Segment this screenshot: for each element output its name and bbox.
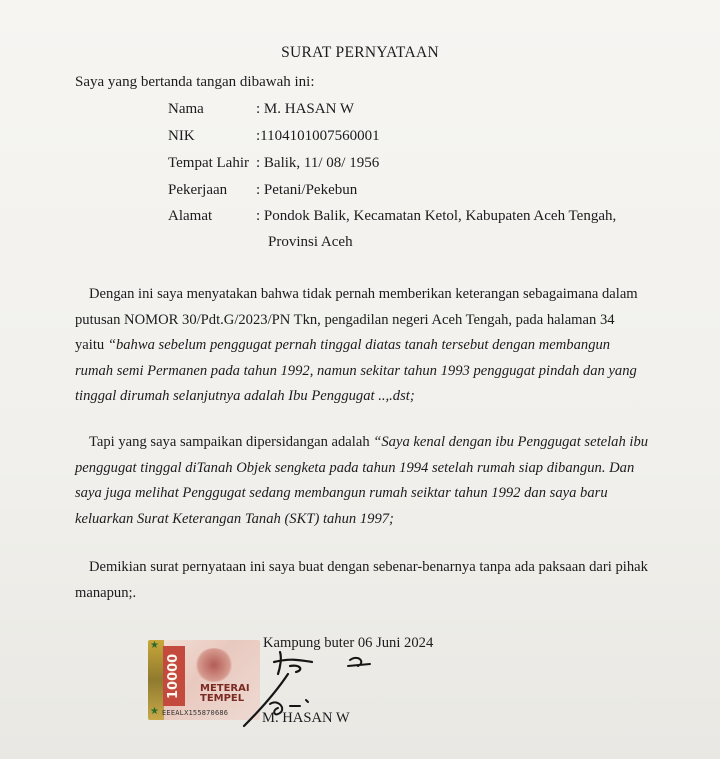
quote-line: tinggal dirumah selanjutnya adalah Ibu Penggugat ..,.dst; (75, 388, 415, 404)
quote-line: keluarkan Surat Keterangan Tanah (SKT) tahun 1997; (75, 510, 394, 527)
paragraph-text: Tapi yang saya sampaikan dipersidangan adalah (89, 434, 374, 450)
identity-label: Tempat Lahir (168, 155, 249, 171)
garuda-emblem-icon (194, 648, 234, 682)
identity-row-occupation (168, 182, 357, 199)
paragraph-2 (75, 430, 648, 532)
identity-label: NIK (168, 128, 195, 144)
quote-text: “bahwa sebelum penggugat pernah tinggal diatas tanah tersebut dengan membangun (107, 337, 611, 353)
place-date: Kampung buter 06 Juni 2024 (263, 635, 434, 651)
identity-row-address (168, 208, 616, 225)
paragraph-3 (75, 555, 648, 606)
stamp-value: 10000 (163, 646, 185, 706)
paragraph-line: putusan NOMOR 30/Pdt.G/2023/PN Tkn, pengadilan negeri Aceh Tengah, pada halaman 34 (75, 311, 615, 328)
intro-text: Saya yang bertanda tangan dibawah ini: (75, 74, 315, 90)
paragraph-text: yaitu (75, 337, 108, 353)
quote-line: rumah semi Permanen pada tahun 1992, namun sekitar tahun 1993 penggugat pindah dan yang (75, 362, 637, 379)
star-icon: ★ (150, 640, 159, 651)
paragraph-line (75, 430, 648, 456)
paragraph-line: Dengan ini saya menyatakan bahwa tidak pernah memberikan keterangan sebagaimana dalam (89, 286, 638, 302)
identity-row-name (168, 101, 354, 118)
identity-label: Nama (168, 101, 204, 117)
quote-text: “Saya kenal dengan ibu Penggugat setelah ibu (373, 434, 649, 450)
stamp-label-line: TEMPEL (200, 693, 245, 704)
identity-row-birth (168, 155, 379, 172)
stamp-label-line: METERAI (200, 683, 250, 694)
identity-value: : Balik, 11/ 08/ 1956 (256, 155, 380, 171)
star-icon: ★ (150, 706, 159, 717)
paragraph-line (75, 333, 638, 359)
quote-line: penggugat tinggal diTanah Objek sengketa pada tahun 1994 setelah rumah siap dibangun. Dan (75, 459, 635, 476)
paragraph-line: Demikian surat pernyataan ini saya buat dengan sebenar-benarnya tanpa ada paksaan dari pihak (89, 559, 648, 575)
stamp-serial: EEEALX155870686 (162, 709, 229, 717)
identity-value: :1104101007560001 (256, 128, 380, 144)
identity-value: : Petani/Pekebun (256, 182, 358, 198)
identity-label: Alamat (168, 208, 213, 224)
paragraph-line: manapun;. (75, 584, 137, 601)
quote-line: saya juga melihat Penggugat sedang membangun rumah seiktar tahun 1992 dan saya baru (75, 485, 608, 501)
address-line-2: Provinsi Aceh (268, 234, 353, 250)
document-title: SURAT PERNYATAAN (281, 44, 439, 61)
identity-value: : M. HASAN W (256, 101, 355, 117)
identity-value: : Pondok Balik, Kecamatan Ketol, Kabupaten Aceh Tengah, (256, 208, 617, 224)
paragraph-1 (75, 282, 638, 410)
identity-label: Pekerjaan (168, 182, 228, 198)
identity-row-nik (168, 128, 380, 145)
signer-name: M. HASAN W (262, 710, 350, 726)
